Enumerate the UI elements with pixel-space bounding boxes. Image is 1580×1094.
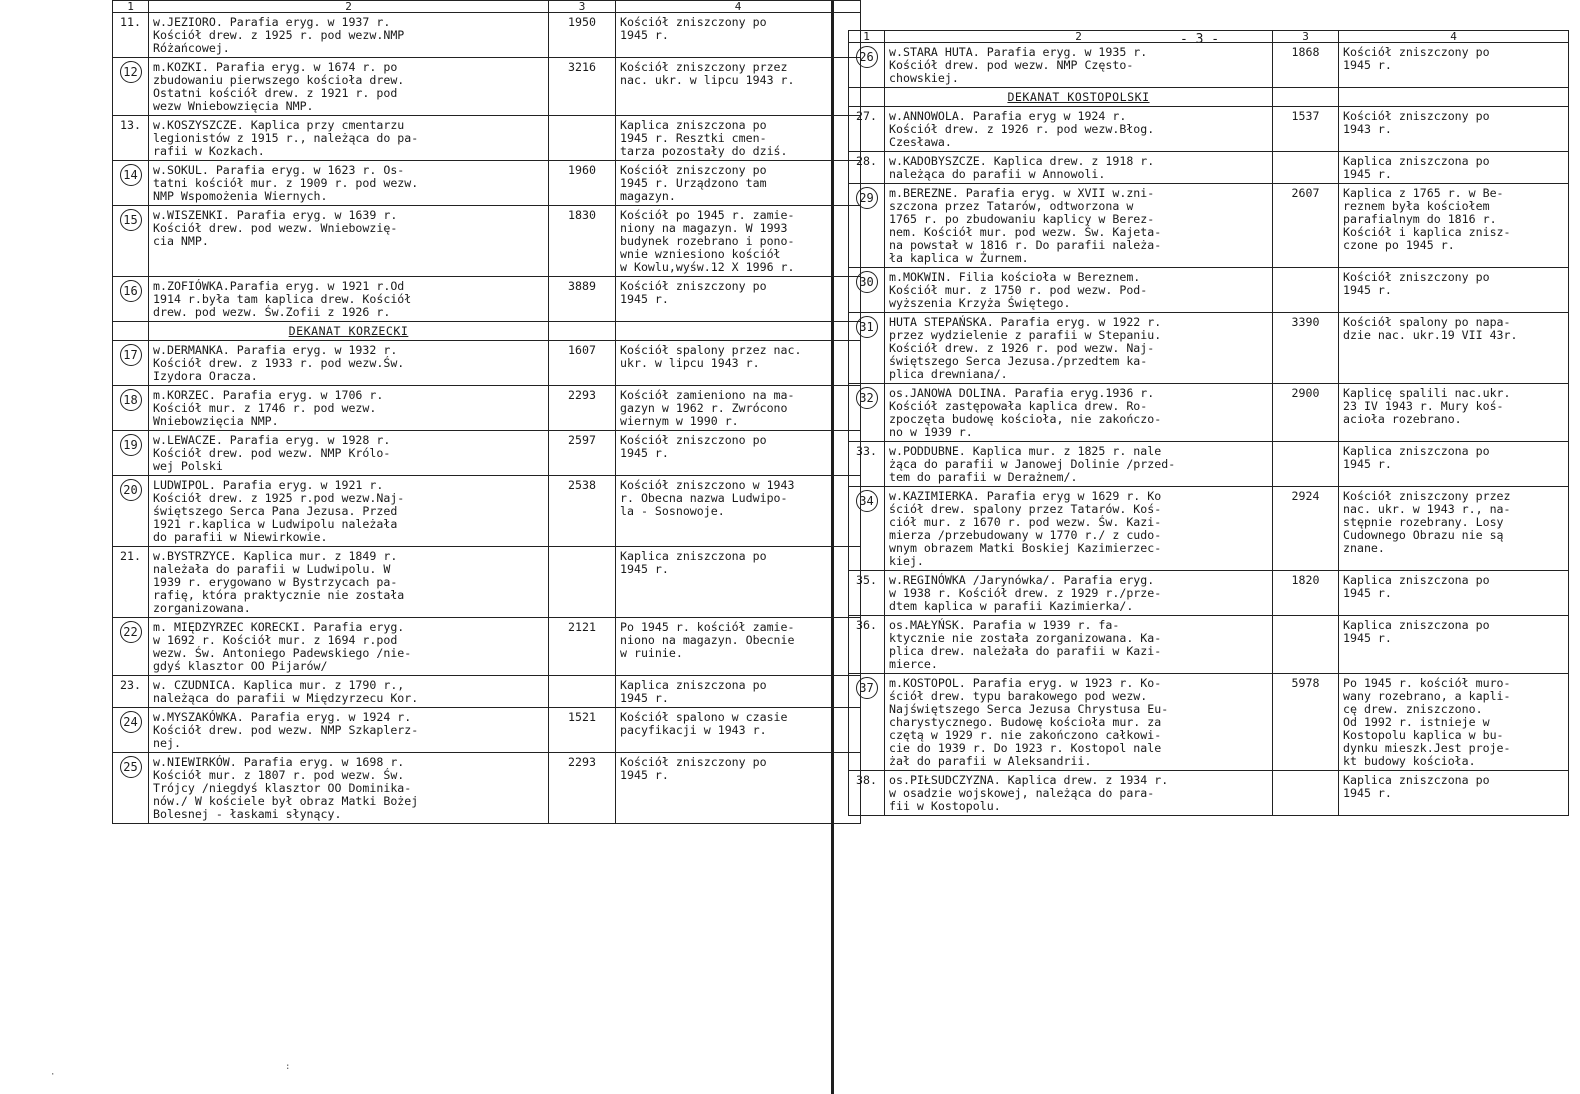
parish-description: w.BYSTRZYCE. Kaplica mur. z 1849 r. należała do parafii w Ludwipolu. W 1939 r. erygowano w Bystrzycach pa- rafię, która praktycznie nie została zorganizowana. [149, 547, 549, 618]
section-number-cell [113, 322, 149, 341]
parishioner-count [549, 116, 616, 161]
entry-number: 38. [856, 773, 877, 787]
parish-row [849, 184, 1569, 268]
parish-row [113, 206, 861, 277]
circled-entry-number: 26 [856, 46, 878, 68]
parish-row [849, 268, 1569, 313]
fate-note: Kaplica zniszczona po 1945 r. [1339, 442, 1569, 487]
parish-description: w.JEZIORO. Parafia eryg. w 1937 r. Kościół drew. z 1925 r. pod wezw.NMP Różańcowej. [149, 13, 549, 58]
parish-row [113, 13, 861, 58]
parish-row [113, 618, 861, 676]
entry-number: 11. [120, 15, 141, 29]
fate-note: Po 1945 r. kościół zamie- niono na magazyn. Obecnie w ruinie. [616, 618, 861, 676]
parishioner-count: 1960 [549, 161, 616, 206]
parish-description: w.KOSZYSZCZE. Kaplica przy cmentarzu legionistów z 1915 r., należąca do pa- rafii w Kozkach. [149, 116, 549, 161]
left-register-table [112, 0, 861, 824]
parish-description: m.MOKWIN. Filia kościoła w Bereznem. Kościół mur. z 1750 r. pod wezw. Pod- wyższenia Krzyża Świętego. [885, 268, 1273, 313]
parish-row [113, 676, 861, 708]
parish-description: w.REGINÓWKA /Jarynówka/. Parafia eryg. w 1938 r. Kościół drew. z 1929 r./prze- dtem kaplica w parafii Kazimierka/. [885, 571, 1273, 616]
parish-description: HUTA STEPAŃSKA. Parafia eryg. w 1922 r. przez wydzielenie z parafii w Stepaniu. Kościół drew. z 1926 r. pod wezw. Naj- świętszego Serca Jezusa./przedtem ka- plica drewniana/. [885, 313, 1273, 384]
parish-row [113, 341, 861, 386]
parish-row [113, 753, 861, 824]
parishioner-count: 1868 [1273, 43, 1339, 88]
parish-description: w. CZUDNICA. Kaplica mur. z 1790 r., należąca do parafii w Międzyrzecu Kor. [149, 676, 549, 708]
entry-number-cell [849, 152, 885, 184]
entry-number-cell [113, 206, 149, 277]
parishioner-count: 1537 [1273, 107, 1339, 152]
circled-entry-number: 16 [120, 280, 142, 302]
parish-row [113, 277, 861, 322]
fate-note: Kaplicę spalili nac.ukr. 23 IV 1943 r. Mury koś- acioła rozebrano. [1339, 384, 1569, 442]
entry-number-cell [113, 277, 149, 322]
parishioner-count: 3216 [549, 58, 616, 116]
fate-note: Kościół spalony przez nac. ukr. w lipcu 1943 r. [616, 341, 861, 386]
parishioner-count: 1830 [549, 206, 616, 277]
circled-entry-number: 34 [856, 490, 878, 512]
entry-number-cell [849, 616, 885, 674]
parish-description: m. MIĘDZYRZEC KORECKI. Parafia eryg. w 1692 r. Kościół mur. z 1694 r.pod wezw. Św. Antoniego Padewskiego /nie- gdyś klasztor OO Pijarów/ [149, 618, 549, 676]
fate-note: Kościół zniszczony przez nac. ukr. w lipcu 1943 r. [616, 58, 861, 116]
entry-number-cell [113, 13, 149, 58]
parishioner-count [1273, 771, 1339, 816]
fate-note: Kościół zniszczony po 1945 r. Urządzono tam magazyn. [616, 161, 861, 206]
parishioner-count: 5978 [1273, 674, 1339, 771]
entry-number-cell [113, 431, 149, 476]
circled-entry-number: 29 [856, 187, 878, 209]
parishioner-count [1273, 152, 1339, 184]
fate-note: Kościół zniszczony po 1945 r. [616, 753, 861, 824]
parishioner-count: 2607 [1273, 184, 1339, 268]
fate-note: Kościół po 1945 r. zamie- niony na magazyn. W 1993 budynek rozebrano i pono- wnie wzniesiono kościół w Kowlu,wyśw.12 X 1996 r. [616, 206, 861, 277]
parish-row [113, 547, 861, 618]
parishioner-count: 1521 [549, 708, 616, 753]
parish-row [113, 116, 861, 161]
circled-entry-number: 25 [120, 756, 142, 778]
fate-note: Kościół zniszczony przez nac. ukr. w 1943 r., na- stępnie rozebrany. Losy Cudownego Obrazu nie są znane. [1339, 487, 1569, 571]
parishioner-count: 3390 [1273, 313, 1339, 384]
parish-description: w.SOKUL. Parafia eryg. w 1623 r. Os- tatni kościół mur. z 1909 r. pod wezw. NMP Wspomożenia Wiernych. [149, 161, 549, 206]
parish-description: m.KORZEC. Parafia eryg. w 1706 r. Kościół mur. z 1746 r. pod wezw. Wniebowzięcia NMP. [149, 386, 549, 431]
fate-note: Kaplica zniszczona po 1945 r. [1339, 771, 1569, 816]
parish-row [849, 43, 1569, 88]
entry-number: 35. [856, 573, 877, 587]
entry-number-cell [849, 771, 885, 816]
entry-number-cell [113, 476, 149, 547]
parish-row [849, 313, 1569, 384]
entry-number-cell [849, 268, 885, 313]
entry-number-cell [849, 384, 885, 442]
fate-note: Kościół spalono w czasie pacyfikacji w 1943 r. [616, 708, 861, 753]
right-table-body [849, 43, 1569, 816]
entry-number-cell [113, 753, 149, 824]
header-row [113, 1, 861, 13]
circled-entry-number: 12 [120, 61, 142, 83]
entry-number: 28. [856, 154, 877, 168]
parishioner-count: 1607 [549, 341, 616, 386]
parish-description: w.WISZENKI. Parafia eryg. w 1639 r. Kościół drew. pod wezw. Wniebowzię- cia NMP. [149, 206, 549, 277]
col-header-notes: 4 [616, 1, 861, 13]
parishioner-count: 2293 [549, 386, 616, 431]
right-page [848, 30, 1568, 816]
deanery-heading: DEKANAT KORZECKI [288, 324, 409, 338]
entry-number-cell [113, 708, 149, 753]
entry-number: 21. [120, 549, 141, 563]
left-table-body [113, 13, 861, 824]
parish-row [849, 771, 1569, 816]
left-page [112, 0, 860, 824]
fate-note: Kościół zniszczony po 1945 r. [1339, 268, 1569, 313]
fate-note: Kaplica zniszczona po 1945 r. [616, 547, 861, 618]
entry-number-cell [113, 618, 149, 676]
parishioner-count: 1950 [549, 13, 616, 58]
parish-row [849, 152, 1569, 184]
entry-number-cell [849, 43, 885, 88]
circled-entry-number: 32 [856, 387, 878, 409]
circled-entry-number: 31 [856, 316, 878, 338]
parish-description: m.KOSTOPOL. Parafia eryg. w 1923 r. Ko- ściół drew. typu barakowego pod wezw. Najświętszego Serca Jezusa Chrystusa Eu- charystycznego. Budowę kościoła mur. za czętą w 1929 r. nie zakończono całkowi- cie do 1939 r. Do 1923 r. Kostopol nale żał do parafii w Aleksandrii. [885, 674, 1273, 771]
parishioner-count: 3889 [549, 277, 616, 322]
col-header-notes: 4 [1339, 31, 1569, 43]
parish-row [849, 571, 1569, 616]
parishioner-count [1273, 616, 1339, 674]
circled-entry-number: 30 [856, 271, 878, 293]
entry-number-cell [849, 571, 885, 616]
col-header-count: 3 [1273, 31, 1339, 43]
parishioner-count: 2121 [549, 618, 616, 676]
parishioner-count [549, 547, 616, 618]
fate-note: Kaplica zniszczona po 1945 r. [616, 676, 861, 708]
parish-row [849, 616, 1569, 674]
circled-entry-number: 19 [120, 434, 142, 456]
section-number-cell [849, 88, 885, 107]
entry-number-cell [113, 58, 149, 116]
section-notes-cell [1339, 88, 1569, 107]
parish-description: w.NIEWIRKÓW. Parafia eryg. w 1698 r. Kościół mur. z 1807 r. pod wezw. Św. Trójcy /niegdyś klasztor OO Dominika- nów./ W kościele był obraz Matki Bożej Bolesnej - łaskami słynący. [149, 753, 549, 824]
fate-note: Kaplica zniszczona po 1945 r. [1339, 152, 1569, 184]
fate-note: Po 1945 r. kościół muro- wany rozebrano, a kapli- cę drew. zniszczono. Od 1992 r. istnieje w Kostopolu kaplica w bu- dynku mieszk.Jest proje- kt budowy kościoła. [1339, 674, 1569, 771]
col-header-count: 3 [549, 1, 616, 13]
parish-row [113, 708, 861, 753]
section-row [113, 322, 861, 341]
entry-number-cell [113, 161, 149, 206]
fate-note: Kaplica zniszczona po 1945 r. [1339, 571, 1569, 616]
parish-description: os.JANOWA DOLINA. Parafia eryg.1936 r. Kościół zastępowała kaplica drew. Ro- zpoczęta budowę kościoła, nie zakończo- no w 1939 r. [885, 384, 1273, 442]
circled-entry-number: 15 [120, 209, 142, 231]
entry-number: 36. [856, 618, 877, 632]
parishioner-count [1273, 268, 1339, 313]
parishioner-count: 2597 [549, 431, 616, 476]
parish-row [113, 431, 861, 476]
parish-description: w.ANNOWOLA. Parafia eryg w 1924 r. Kościół drew. z 1926 r. pod wezw.Błog. Czesława. [885, 107, 1273, 152]
entry-number-cell [113, 547, 149, 618]
parishioner-count: 2293 [549, 753, 616, 824]
entry-number-cell [113, 676, 149, 708]
entry-number-cell [113, 386, 149, 431]
right-register-table [848, 30, 1569, 816]
fate-note: Kościół zniszczony po 1945 r. [616, 277, 861, 322]
parish-description: os.PIŁSUDCZYZNA. Kaplica drew. z 1934 r. w osadzie wojskowej, należąca do para- fii w Kostopolu. [885, 771, 1273, 816]
scan-speck: : [285, 1062, 291, 1072]
parish-row [113, 386, 861, 431]
entry-number: 27. [856, 109, 877, 123]
entry-number-cell [113, 341, 149, 386]
parish-description: w.LEWACZE. Parafia eryg. w 1928 r. Kościół drew. pod wezw. NMP Królo- wej Polski [149, 431, 549, 476]
section-heading-cell [885, 88, 1273, 107]
deanery-heading: DEKANAT KOSTOPOLSKI [1007, 90, 1150, 104]
col-header-description: 2 [149, 1, 549, 13]
fate-note: Kaplica zniszczona po 1945 r. [1339, 616, 1569, 674]
parish-row [849, 442, 1569, 487]
parish-description: LUDWIPOL. Parafia eryg. w 1921 r. Kościół drew. z 1925 r.pod wezw.Naj- świętszego Serca Pana Jezusa. Przed 1921 r.kaplica w Ludwipolu należała do parafii w Niewirkowie. [149, 476, 549, 547]
fate-note: Kościół zniszczony po 1945 r. [616, 13, 861, 58]
parish-row [849, 487, 1569, 571]
fate-note: Kaplica zniszczona po 1945 r. Resztki cmen- tarza pozostały do dziś. [616, 116, 861, 161]
parishioner-count: 1820 [1273, 571, 1339, 616]
fate-note: Kościół zniszczony po 1945 r. [1339, 43, 1569, 88]
circled-entry-number: 20 [120, 479, 142, 501]
parishioner-count: 2538 [549, 476, 616, 547]
fate-note: Kościół spalony po napa- dzie nac. ukr.19 VII 43r. [1339, 313, 1569, 384]
entry-number: 33. [856, 444, 877, 458]
parish-description: m.KOZKI. Parafia eryg. w 1674 r. po zbudowaniu pierwszego kościoła drew. Ostatni kościół drew. z 1921 r. pod wezw Wniebowzięcia NMP. [149, 58, 549, 116]
parish-description: w.PODDUBNE. Kaplica mur. z 1825 r. nale żąca do parafii w Janowej Dolinie /przed- tem do parafii w Derażnem/. [885, 442, 1273, 487]
entry-number: 23. [120, 678, 141, 692]
entry-number-cell [849, 674, 885, 771]
parishioner-count [549, 676, 616, 708]
fate-note: Kościół zniszczono w 1943 r. Obecna nazwa Ludwipo- la - Sosnowoje. [616, 476, 861, 547]
fate-note: Kościół zniszczono po 1945 r. [616, 431, 861, 476]
parish-description: m.BEREZNE. Parafia eryg. w XVII w.zni- szczona przez Tatarów, odtworzona w 1765 r. po zbudowaniu kaplicy w Berez- nem. Kościół mur. pod wezw. Św. Kajeta- na powstał w 1816 r. Do parafii należa- ła kaplica w Żurnem. [885, 184, 1273, 268]
entry-number-cell [849, 487, 885, 571]
section-heading-cell [149, 322, 549, 341]
fate-note: Kościół zniszczony po 1943 r. [1339, 107, 1569, 152]
scan-speck: · [50, 1070, 56, 1080]
parish-description: m.ZOFIÓWKA.Parafia eryg. w 1921 r.Od 1914 r.była tam kaplica drew. Kościół drew. pod wezw. Św.Zofii z 1926 r. [149, 277, 549, 322]
col-header-no: 1 [849, 31, 885, 43]
circled-entry-number: 14 [120, 164, 142, 186]
parish-row [849, 384, 1569, 442]
entry-number-cell [849, 313, 885, 384]
section-count-cell [1273, 88, 1339, 107]
fate-note: Kaplica z 1765 r. w Be- reznem była kościołem parafialnym do 1816 r. Kościół i kaplica znisz- czone po 1945 r. [1339, 184, 1569, 268]
entry-number-cell [849, 184, 885, 268]
parish-description: w.DERMANKA. Parafia eryg. w 1932 r. Kościół drew. z 1933 r. pod wezw.Św. Izydora Oracza. [149, 341, 549, 386]
parish-description: w.STARA HUTA. Parafia eryg. w 1935 r. Kościół drew. pod wezw. NMP Często- chowskiej. [885, 43, 1273, 88]
parish-description: w.KAZIMIERKA. Parafia eryg w 1629 r. Ko ściół drew. spalony przez Tatarów. Koś- ciół mur. z 1670 r. pod wezw. Św. Kazi- mierza /przebudowany w 1770 r./ z cudo- wnym obrazem Matki Boskiej Kazimierzec- kiej. [885, 487, 1273, 571]
circled-entry-number: 22 [120, 621, 142, 643]
parish-row [849, 107, 1569, 152]
col-header-no: 1 [113, 1, 149, 13]
parish-row [113, 161, 861, 206]
col-header-description: 2 [885, 31, 1273, 43]
parish-row [113, 58, 861, 116]
circled-entry-number: 17 [120, 344, 142, 366]
circled-entry-number: 18 [120, 389, 142, 411]
fate-note: Kościół zamieniono na ma- gazyn w 1962 r. Zwrócono wiernym w 1990 r. [616, 386, 861, 431]
parish-description: os.MAŁYŃSK. Parafia w 1939 r. fa- ktycznie nie została zorganizowana. Ka- plica drew. należała do parafii w Kazi- mierce. [885, 616, 1273, 674]
entry-number: 13. [120, 118, 141, 132]
header-row [849, 31, 1569, 43]
parishioner-count: 2900 [1273, 384, 1339, 442]
section-row [849, 88, 1569, 107]
circled-entry-number: 24 [120, 711, 142, 733]
parish-description: w.MYSZAKÓWKA. Parafia eryg. w 1924 r. Kościół drew. pod wezw. NMP Szkaplerz- nej. [149, 708, 549, 753]
parish-description: w.KADOBYSZCZE. Kaplica drew. z 1918 r. należąca do parafii w Annowoli. [885, 152, 1273, 184]
entry-number-cell [849, 107, 885, 152]
parish-row [849, 674, 1569, 771]
section-count-cell [549, 322, 616, 341]
page-number: - 3 - [1180, 32, 1220, 47]
circled-entry-number: 37 [856, 677, 878, 699]
section-notes-cell [616, 322, 861, 341]
parish-row [113, 476, 861, 547]
parishioner-count: 2924 [1273, 487, 1339, 571]
entry-number-cell [849, 442, 885, 487]
entry-number-cell [113, 116, 149, 161]
parishioner-count [1273, 442, 1339, 487]
